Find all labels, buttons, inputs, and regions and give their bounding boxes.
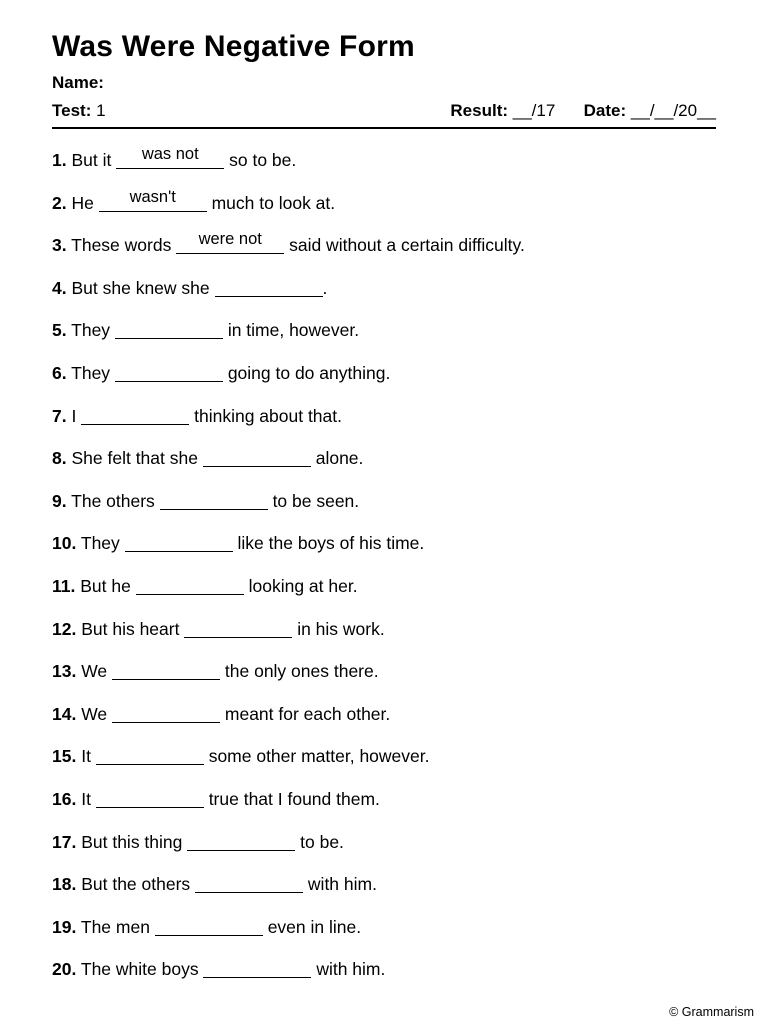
question-text-after: with him. [307, 874, 377, 895]
question-item [52, 617, 732, 660]
question-text-before: It [81, 746, 91, 767]
question-list [52, 145, 732, 1000]
question-item [52, 574, 732, 617]
question-text-after: to be. [300, 831, 344, 852]
question-text-before: But she knew she [71, 277, 210, 298]
answer-blank[interactable] [203, 959, 311, 978]
question-number: 6. [52, 362, 67, 383]
answer-blank[interactable] [203, 448, 311, 467]
question-item [52, 276, 732, 319]
question-text-before: But this thing [81, 831, 183, 852]
question-text-before: But the others [81, 874, 191, 895]
question-item [52, 744, 732, 787]
question-number: 7. [52, 405, 67, 426]
answer-blank[interactable] [136, 576, 244, 595]
name-label: Name: [52, 73, 104, 92]
question-text-before: But it [71, 150, 112, 170]
test-value: 1 [96, 101, 106, 120]
answer-blank[interactable] [99, 187, 207, 212]
answer-text: was not [141, 145, 199, 163]
question-number: 1. [52, 150, 67, 170]
answer-blank[interactable] [195, 874, 303, 893]
question-text-before: But his heart [81, 618, 180, 639]
question-item [52, 830, 732, 873]
answer-blank[interactable] [176, 230, 284, 254]
question-text-after: . [322, 277, 328, 298]
header-divider [52, 127, 716, 129]
test-info [52, 101, 106, 120]
question-text-before: I [71, 405, 77, 426]
answer-blank[interactable] [215, 278, 323, 297]
question-text-after: with him. [316, 959, 386, 980]
question-number: 2. [52, 192, 67, 213]
copyright-footer: © Grammarism [669, 1005, 754, 1019]
question-number: 4. [52, 277, 67, 298]
question-item [52, 446, 732, 489]
question-number: 19. [52, 916, 77, 937]
question-text-after: much to look at. [211, 192, 336, 213]
question-text-after: even in line. [267, 916, 362, 937]
question-text-after: in his work. [297, 618, 385, 639]
question-item [52, 318, 732, 361]
question-text-after: thinking about that. [194, 405, 342, 426]
question-text-before: The men [80, 916, 150, 937]
question-text-after: the only ones there. [224, 661, 379, 682]
question-item [52, 145, 732, 191]
question-text-before: He [71, 192, 94, 213]
question-text-after: alone. [315, 448, 364, 469]
question-number: 16. [52, 788, 77, 809]
answer-blank[interactable] [184, 619, 292, 638]
test-info-row [52, 101, 716, 121]
question-number: 5. [52, 320, 67, 341]
answer-blank[interactable] [81, 406, 189, 425]
question-number: 12. [52, 618, 77, 639]
question-text-before: It [81, 788, 91, 809]
date-value: __/__/20__ [630, 101, 716, 120]
question-number: 14. [52, 703, 77, 724]
test-label: Test: [52, 101, 92, 120]
question-text-before: The others [71, 490, 155, 511]
result-label: Result: [450, 101, 509, 120]
question-number: 9. [52, 490, 67, 511]
answer-blank[interactable] [96, 746, 204, 765]
answer-blank[interactable] [155, 917, 263, 936]
result-value: __/17 [512, 101, 556, 120]
question-item [52, 702, 732, 745]
name-field [52, 73, 104, 93]
question-text-before: She felt that she [71, 448, 198, 469]
question-number: 11. [52, 575, 76, 596]
answer-text: wasn't [129, 187, 176, 206]
question-item [52, 361, 732, 404]
date-label: Date: [583, 101, 627, 120]
question-text-after: so to be. [229, 150, 297, 170]
question-text-before: These words [71, 235, 172, 256]
question-number: 17. [52, 831, 77, 852]
answer-blank[interactable] [115, 320, 223, 339]
question-item [52, 659, 732, 702]
question-number: 3. [52, 235, 67, 256]
answer-blank[interactable] [187, 832, 295, 851]
answer-blank[interactable] [116, 145, 224, 169]
question-text-after: true that I found them. [208, 788, 380, 809]
question-text-before: They [71, 362, 111, 383]
question-number: 8. [52, 448, 67, 469]
answer-blank[interactable] [115, 363, 223, 382]
answer-blank[interactable] [125, 533, 233, 552]
question-number: 13. [52, 661, 77, 682]
answer-text: were not [198, 230, 262, 249]
question-item [52, 531, 732, 574]
question-text-after: said without a certain difficulty. [289, 235, 525, 256]
question-text-after: to be seen. [272, 490, 360, 511]
question-number: 20. [52, 959, 77, 980]
question-number: 18. [52, 874, 77, 895]
question-item [52, 787, 732, 830]
question-text-after: in time, however. [227, 320, 360, 341]
question-item [52, 230, 732, 276]
question-number: 15. [52, 746, 77, 767]
question-text-before: They [71, 320, 111, 341]
answer-blank[interactable] [160, 491, 268, 510]
question-item [52, 187, 732, 234]
answer-blank[interactable] [112, 661, 220, 680]
question-item [52, 489, 732, 532]
answer-blank[interactable] [96, 789, 204, 808]
question-text-after: like the boys of his time. [237, 533, 425, 554]
question-number: 10. [52, 533, 77, 554]
question-text-before: But he [80, 575, 131, 596]
question-text-after: going to do anything. [227, 362, 391, 383]
page-title: Was Were Negative Form [52, 30, 415, 63]
question-text-after: some other matter, however. [208, 746, 430, 767]
question-text-before: We [81, 703, 108, 724]
question-item [52, 872, 732, 915]
question-item [52, 404, 732, 447]
question-text-before: They [80, 533, 120, 554]
question-text-before: We [81, 661, 108, 682]
question-text-after: looking at her. [248, 575, 358, 596]
question-text-after: meant for each other. [224, 703, 391, 724]
answer-blank[interactable] [112, 704, 220, 723]
question-text-before: The white boys [80, 959, 199, 980]
question-item [52, 957, 732, 1000]
question-item [52, 915, 732, 958]
result-date-info [450, 101, 716, 121]
